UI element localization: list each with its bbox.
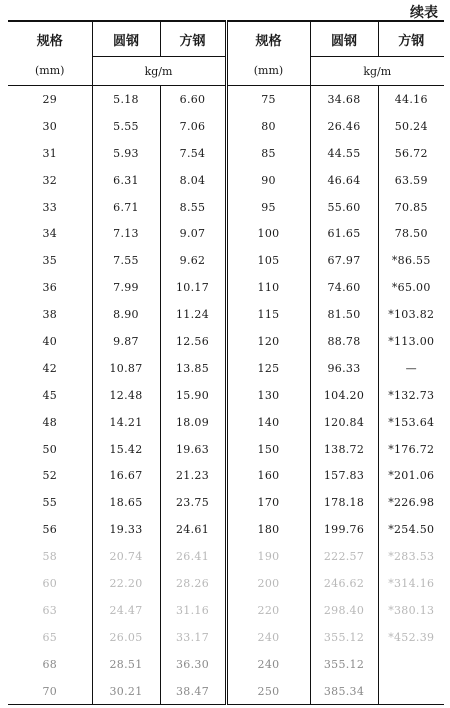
square-weight-cell: 15.90 (160, 382, 226, 409)
square-weight-cell: 9.62 (160, 247, 226, 274)
round-weight-cell: 5.18 (92, 86, 160, 113)
spec-cell: 220 (226, 597, 310, 624)
round-weight-cell: 88.78 (310, 328, 378, 355)
table-row (8, 570, 444, 597)
square-weight-cell: 28.26 (160, 570, 226, 597)
square-weight-cell: *153.64 (378, 409, 444, 436)
spec-cell: 100 (226, 220, 310, 247)
spec-cell: 45 (42, 388, 58, 402)
table-row (8, 113, 444, 140)
square-weight-cell: *254.50 (378, 516, 444, 543)
table-row (8, 247, 444, 274)
spec-cell: 30 (42, 119, 58, 133)
square-weight-cell: 24.61 (160, 516, 226, 543)
square-weight-cell: *65.00 (378, 274, 444, 301)
spec-cell: 40 (42, 334, 58, 348)
square-weight-cell: *113.00 (378, 328, 444, 355)
header-spec: 规格 (226, 21, 310, 57)
spec-cell: 190 (226, 543, 310, 570)
square-weight-cell: 26.41 (160, 543, 226, 570)
spec-cell: 240 (226, 651, 310, 678)
square-weight-cell: *201.06 (378, 462, 444, 489)
round-weight-cell: 178.18 (310, 489, 378, 516)
round-weight-cell: 138.72 (310, 436, 378, 463)
header-spec-unit: (mm) (8, 57, 92, 86)
table-row (8, 489, 444, 516)
spec-cell: 125 (226, 355, 310, 382)
round-weight-cell: 16.67 (92, 462, 160, 489)
square-weight-cell: 63.59 (378, 167, 444, 194)
round-weight-cell: 26.05 (92, 624, 160, 651)
round-weight-cell: 10.87 (92, 355, 160, 382)
table-row (8, 194, 444, 221)
steel-weight-table (8, 20, 444, 705)
spec-cell: 140 (226, 409, 310, 436)
table-row (8, 382, 444, 409)
square-weight-cell: 78.50 (378, 220, 444, 247)
round-weight-cell: 18.65 (92, 489, 160, 516)
header-round: 圆钢 (310, 21, 378, 57)
round-weight-cell: 104.20 (310, 382, 378, 409)
round-weight-cell: 6.71 (92, 194, 160, 221)
square-weight-cell: *283.53 (378, 543, 444, 570)
spec-cell: 95 (226, 194, 310, 221)
header-square: 方钢 (160, 21, 226, 57)
table-row (8, 462, 444, 489)
round-weight-cell: 5.93 (92, 140, 160, 167)
round-weight-cell: 222.57 (310, 543, 378, 570)
table-row (8, 220, 444, 247)
table-row (8, 274, 444, 301)
spec-cell: 90 (226, 167, 310, 194)
round-weight-cell: 34.68 (310, 86, 378, 113)
round-weight-cell: 46.64 (310, 167, 378, 194)
table-body (8, 86, 444, 705)
square-weight-cell: 70.85 (378, 194, 444, 221)
spec-cell: 55 (42, 496, 58, 510)
round-weight-cell: 15.42 (92, 436, 160, 463)
square-weight-cell: 10.17 (160, 274, 226, 301)
round-weight-cell: 298.40 (310, 597, 378, 624)
square-weight-cell: 21.23 (160, 462, 226, 489)
spec-cell: 68 (42, 657, 58, 671)
round-weight-cell: 96.33 (310, 355, 378, 382)
header-spec-unit: (mm) (226, 57, 310, 86)
spec-cell: 58 (42, 550, 58, 564)
table-row (8, 597, 444, 624)
spec-cell: 75 (226, 86, 310, 113)
square-weight-cell: *226.98 (378, 489, 444, 516)
table-row (8, 86, 444, 113)
table-row (8, 301, 444, 328)
round-weight-cell: 26.46 (310, 113, 378, 140)
spec-cell: 42 (42, 361, 58, 375)
round-weight-cell: 44.55 (310, 140, 378, 167)
square-weight-cell: 18.09 (160, 409, 226, 436)
square-weight-cell: *103.82 (378, 301, 444, 328)
spec-cell: 31 (42, 146, 58, 160)
round-weight-cell: 24.47 (92, 597, 160, 624)
square-weight-cell: 9.07 (160, 220, 226, 247)
round-weight-cell: 9.87 (92, 328, 160, 355)
round-weight-cell: 120.84 (310, 409, 378, 436)
round-weight-cell: 8.90 (92, 301, 160, 328)
square-weight-cell: 19.63 (160, 436, 226, 463)
square-weight-cell: 7.06 (160, 113, 226, 140)
round-weight-cell: 61.65 (310, 220, 378, 247)
round-weight-cell: 355.12 (310, 651, 378, 678)
round-weight-cell: 14.21 (92, 409, 160, 436)
table-row (8, 436, 444, 463)
square-weight-cell: — (378, 355, 444, 382)
round-weight-cell: 199.76 (310, 516, 378, 543)
square-weight-cell: 33.17 (160, 624, 226, 651)
square-weight-cell: 31.16 (160, 597, 226, 624)
table-row (8, 328, 444, 355)
square-weight-cell: *452.39 (378, 624, 444, 651)
round-weight-cell: 5.55 (92, 113, 160, 140)
square-weight-cell: *132.73 (378, 382, 444, 409)
square-weight-cell (378, 651, 444, 678)
spec-cell: 240 (226, 624, 310, 651)
square-weight-cell: 12.56 (160, 328, 226, 355)
spec-cell: 50 (42, 442, 58, 456)
header-spec: 规格 (8, 21, 92, 57)
square-weight-cell: 8.55 (160, 194, 226, 221)
spec-cell: 200 (226, 570, 310, 597)
table-row (8, 651, 444, 678)
spec-cell: 48 (42, 415, 58, 429)
spec-cell: 250 (226, 678, 310, 705)
spec-cell: 160 (226, 462, 310, 489)
round-weight-cell: 7.13 (92, 220, 160, 247)
spec-cell: 60 (42, 576, 58, 590)
spec-cell: 180 (226, 516, 310, 543)
spec-cell: 120 (226, 328, 310, 355)
round-weight-cell: 7.99 (92, 274, 160, 301)
spec-cell: 33 (42, 200, 58, 214)
spec-cell: 85 (226, 140, 310, 167)
spec-cell: 29 (42, 92, 58, 106)
round-weight-cell: 67.97 (310, 247, 378, 274)
square-weight-cell: 13.85 (160, 355, 226, 382)
table-row (8, 355, 444, 382)
square-weight-cell: 7.54 (160, 140, 226, 167)
round-weight-cell: 157.83 (310, 462, 378, 489)
round-weight-cell: 55.60 (310, 194, 378, 221)
round-weight-cell: 355.12 (310, 624, 378, 651)
table-row (8, 140, 444, 167)
square-weight-cell (378, 678, 444, 705)
spec-cell: 52 (42, 469, 58, 483)
round-weight-cell: 81.50 (310, 301, 378, 328)
spec-cell: 34 (42, 227, 58, 241)
table-row (8, 678, 444, 705)
spec-cell: 150 (226, 436, 310, 463)
header-round: 圆钢 (92, 21, 160, 57)
square-weight-cell: *176.72 (378, 436, 444, 463)
square-weight-cell: 11.24 (160, 301, 226, 328)
round-weight-cell: 12.48 (92, 382, 160, 409)
spec-cell: 63 (42, 603, 58, 617)
header-square: 方钢 (378, 21, 444, 57)
spec-cell: 56 (42, 523, 58, 537)
spec-cell: 35 (42, 254, 58, 268)
spec-cell: 170 (226, 489, 310, 516)
continued-label: 续表 (410, 5, 438, 21)
spec-cell: 115 (226, 301, 310, 328)
header-unit: kg/m (310, 57, 444, 86)
square-weight-cell: *314.16 (378, 570, 444, 597)
square-weight-cell: 56.72 (378, 140, 444, 167)
round-weight-cell: 28.51 (92, 651, 160, 678)
square-weight-cell: *380.13 (378, 597, 444, 624)
round-weight-cell: 74.60 (310, 274, 378, 301)
round-weight-cell: 30.21 (92, 678, 160, 705)
table-row (8, 167, 444, 194)
round-weight-cell: 19.33 (92, 516, 160, 543)
spec-cell: 65 (42, 630, 58, 644)
round-weight-cell: 20.74 (92, 543, 160, 570)
square-weight-cell: 8.04 (160, 167, 226, 194)
square-weight-cell: 38.47 (160, 678, 226, 705)
round-weight-cell: 385.34 (310, 678, 378, 705)
round-weight-cell: 6.31 (92, 167, 160, 194)
round-weight-cell: 22.20 (92, 570, 160, 597)
square-weight-cell: 50.24 (378, 113, 444, 140)
square-weight-cell: 44.16 (378, 86, 444, 113)
table-row (8, 543, 444, 570)
spec-cell: 38 (42, 308, 58, 322)
spec-cell: 80 (226, 113, 310, 140)
table-row (8, 624, 444, 651)
square-weight-cell: 6.60 (160, 86, 226, 113)
table-row (8, 516, 444, 543)
square-weight-cell: 36.30 (160, 651, 226, 678)
spec-cell: 110 (226, 274, 310, 301)
header-unit: kg/m (92, 57, 226, 86)
spec-cell: 32 (42, 173, 58, 187)
spec-cell: 36 (42, 281, 58, 295)
table-row (8, 409, 444, 436)
spec-cell: 70 (8, 678, 92, 705)
round-weight-cell: 7.55 (92, 247, 160, 274)
square-weight-cell: 23.75 (160, 489, 226, 516)
square-weight-cell: *86.55 (378, 247, 444, 274)
spec-cell: 130 (226, 382, 310, 409)
round-weight-cell: 246.62 (310, 570, 378, 597)
spec-cell: 105 (226, 247, 310, 274)
